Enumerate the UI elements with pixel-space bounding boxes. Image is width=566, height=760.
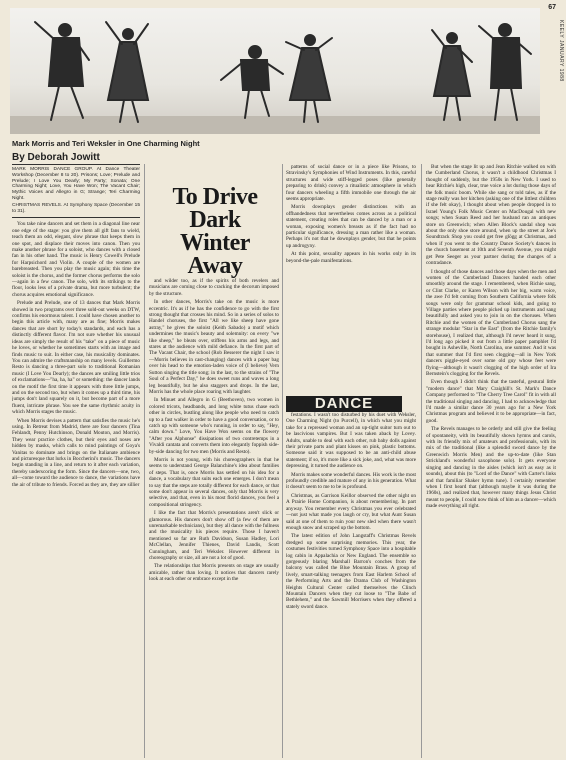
column-divider [282,164,283,758]
dancer-figure [221,46,283,118]
page-side-header: KEELY JANUARY 1988 [558,20,564,82]
article-column-4 [426,164,556,758]
byline: By Deborah Jowitt [12,152,100,163]
section-label: DANCE [286,396,402,412]
paragraph: The relationships that Morris presents on stage are usually amicable, rather than loving. It notices that dancers rarely look at each other or embrace except in the [149,563,279,583]
paragraph: The Revels manages to be orderly and still give the feeling of spontaneity, with its beautifully shown hymns and carols, with its friendly mix of amateurs and professionals, with its mix of the traditional (like a splendid sword dance by the Greenwich Morris Men) and the up-to-date (like Stan Strickland's wonderful saxophone solo). It gets everyone singing and dancing in the aisles (which isn't as easy as it sounds), about this (to "Lord of the Dance" with Carter's links and that familiar Shaker hymn tune). I certainly remember when I first heard that (although maybe it was during the 1960s), and realized that, however many things Jesus Christ meant to people, I could now think of him as a dancer—which made everything all right. [426,426,556,510]
paragraph: patterns of social dance or in a piece like Prisons, to Stravinsky's Symphonies of Wind Instruments. In this, careful structures and wide stiff-legged poses (like generally preparing to drink) convey a ritualistic atmosphere in which four dancers wheeling a fifth immobile one through the air seems appropriate. [286,164,416,203]
paragraph: festations. I wasn't too disturbed by his duet with Weksler, One Charming Night (to Purcell), in which what you might take for a repressed woman and an up-tight suitor turn out to be lascivious vampires. But I was taken aback by Lovey. Adults, unable to deal with each other, rub baby dolls against their private parts and plant kisses on pink, plastic bottoms. Someone said it was supposed to be an anti-child abuse statement; if so, it's more like a sick joke, and, what was more depressing, it turned the audience on. [286,412,416,470]
paragraph: I thought of those dances and those days when the men and women of the Cumberland Dancers handed each other smoothly around the stage. I remembered, when Richie sang, or Clint Clarke, or Karen Wilson with her big, warm voice, the awe I'd felt coming from Southern California where folk songs were only for grammar school kids, and going to Village parties where people picked up instruments and sang beautifully and asked you to join in on the choruses. When Ritchie and the women of the Cumberland Chorus sang the strange modular "Star in the East" (from the Ritchie family's storehouse), I realized that, although I'd never heard it sung, I'd long ago picked it out from a little paper pamphlet I'd bought in Asheville, North Carolina, one summer. And it was that summer that I'd first seen clogging—all in New York dancers piggle-eyed over some old guy whose feet were flying—although it wasn't clogging of the high order of Ira Bernstein's clogging for the Revels. [426,268,556,377]
dancer-figure [432,30,472,120]
paragraph: In other dances, Morris's take on the music is more eccentric. It's as if he has the confidence to go with the first strong thought that crosses his mind. So in a series of solos to Handel choruses, the first "All we like sheep have gone astray," he gives the soloist (Keith Sabado) a motif which undermines the music's beauty and solemnity: on every "we like sheep," he bleats over, stiffens his arms and legs, and stares at the audience with mild defiance. In the first part of The Vacant Chair, the school (Rob Besserer the night I saw it—Morris believes in cast-changing) dances with a paper bag over his head to the emotion-laden voice of (I believe) Vern Sutton singing the title song; in the last, to the strains of "The Soul of a Perfect Day," he does sweet runs and waves a long leg beautifully, but he also staggers and drops. In the last, Morris has the whole place roaring with laughter. [149,299,279,395]
dancer-figure [106,22,148,122]
paragraph: I like the fact that Morris's presentations aren't slick or glamorous. His dancers don't show off (a few of them are unremarkable technicians), but they all dance with the fullness and the musicality his pieces require. Those I haven't mentioned so far are Ruth Davidson, Susan Hadley, Lori McClellan, Jennifer Thienes, David Landis, Scott Cunningham, and Teri Weksler. However different in choreography or size, all are not a lot of good. [149,510,279,562]
headline: To Drive Dark Winter Away [172,184,258,279]
dance-photo [10,8,540,134]
paragraph: But when the stage lit up and Jean Ritchie walked on with the Cumberland Chorus, it wasn't a childhood Christmas I thought of suddenly, but the 1950s in New York. I used to hear Ritchie's high, clear, true voice a lot during those days of the folk music boom. While she sang or told tales, as if the stage really was her kitchen (asking one of the littlest children if she felt okay), I thought about when people dropped in to Israel Young's Folk Music Center on MacDougal with new songs; when Susan Reed and her husband ran an antiques store on Greenwich; when Allen Block's sandal shop was about the only shoe store around, when up the street at Joe's Soundtrack Shop you could get free glögg at Christmas, and when if you went to the Country Dance Society's dances in the church basement at 10th and Seventh Avenue, you might get Pete Seeger as your partner during the changes of a contradance. [426,164,556,267]
event-listing [12,164,140,218]
paragraph: You take nine dancers and set them in a diagonal line near one edge of the stage: you give them all gift fans to wield, teach them an odd, elegant, slow phrase that keeps them in one spot, and displace their moves into canon. Then you make another phrase for a soloist, who dances with a closed fan in his other hand. The music is Henry Cowell's Prelude for Harpsichord and Violin. A couple of the women are barebreasted. Then you play the music again; this time the soloist is the chorus, and the former chorus performs the solo—again in a few canon. The solo, with its strikings to the floor, looks less of a private drama, but more turbulent; the chorus acquires emotional significance. [12,221,140,298]
article-column-2 [149,278,279,758]
paragraph: When Morris devises a pattern that satisfies the music he's using. In Retreat from Madrid, there are four dancers (Tina Fehlandt, Penny Hutchinson, Donald Mouton, and Morris). They wear practice clothes, but their eyes and noses are hidden by masks, which calls to mind paintings of Goya's Vanitas to dominate and brings on the Italianate ambience and picturesque that lurks in Boccherini's music. The dancers begin standing in a line, and return to it after each variation, thereby underscoring the form. Since the dancers—one, two, all—come toward the audience to dance, the variations have the air of tribute to friends. Forced as they are, they are sillier [12,417,140,488]
photo-caption: Mark Morris and Teri Weksler in One Charming Night [12,139,200,148]
dancers-illustration [10,8,540,134]
article-column-3-continued [286,412,416,758]
paragraph: Morris is not young, with his choreographers in that he seems to understand George Balanchine's idea about families of steps. That is, once Morris has settled on his idea for a dance, a vocabulary that suits each one emerges. I don't mean to say that the steps are totally different for each dance, or that some don't appear in several dances, only that Morris is very selective, and that, even in his most florid dances, you feel a compositional stringency. [149,456,279,508]
paragraph: Prelude and Prelude, one of 13 dances that Mark Morris showed in two programs over three sold-out weeks on DTW, confirms his enormous talent. I could have chosen another to begin this article with, many are as fine; Morris makes dances that are short by today's standards, and each has a distinctly different flavor. I'm not sure whether his unusual ideas are simply the result of his "take" on a piece of music he loves, or whether he sometimes starts with an image and finds music to suit. In either case, his musicality dominates. You can admire the craftsmanship on many levels. Guillermo Resto is dancing a three-part solo to traditional Romanian music (I Love You Dearly); the dances are smiling little trios of exclamations—"ha, ha, ha" or something: the dancer lands on the motif the first time it appears with three little jumps, and on the second too, but when it comes up a third time, his jumps don't land squarely on it, but become part of a more fluent, intricate phrase. You see the same rhythmic acuity in which Morris stages the music. [12,300,140,416]
article-column-1 [12,164,140,758]
paragraph: In Minuet and Allegro in G (Beethoven), two women in colored tricots, headbands, and long white tutus chase each other in circles, bustling along like people who need to catch up to a fast walker in order to have a good conversation, or to catch up with someone who's running, in order to say, "Hey, calm down." Love, You Have Won seems on the flowery "After you Alphonse" dissipations of two contretemps in a Vivaldi cantata and converts them into elegantly foppish side-by-side dancing for two men (Morris and Resto). [149,397,279,455]
paragraph: The latest edition of John Langstaff's Christmas Revels dredged up some surprising memories. This year, the costumes festivities turned Symphony Space into a hospitable log cabin in Appalachia or New England. The ensemble so gorgeously blaring Marshall Barron's conches from the balcony was called the Blue Mountain Brass. A group of lively, smart-talking teenagers from East Harlem School of the Performing Arts and the Drama Club of Washington Heights Cultural Center called themselves the Clinch Mountain Dancers when they cut loose to "The Babe of Bethlehem," and the Sawmill Morrisers when they offered a stately sword dance. [286,533,416,610]
dancer-figure [479,24,531,120]
column-divider [421,164,422,758]
listing-entry: CHRISTMAS REVELS. At Symphony Space (December 15 to 31). [12,202,140,214]
dancer-figure [286,35,332,122]
article-column-3 [286,164,416,394]
paragraph: At this point, sexuality appears in his works only in its beyond-the-pale manifestations. [286,251,416,264]
listing-entry: MARK MORRIS DANCE GROUP. At Dance Theater Workshop (December 8 to 20). Prisons; Love; Prelude and Prelude; I Love You Dearly; My Party; Sonata; One Charming Night; Love, You Have Won; The Vacant Chair; Mythic Voices and Allegro in G; Strange; Teri Charming Night. [12,167,140,201]
dancer-figure [35,22,89,120]
paragraph: Even though I didn't think that the tasteful, gestural little "modern dance" that Mary Craighill's St. Mark's Dance Company performed to "The Cherry Tree Carol" fit in with all the traditional singing and dancing, I had to acknowledge that I'd made a similar dance 30 years ago for a New York Christmas program and believed it to be appropriate—in fact, good. [426,379,556,424]
page-number: 67 [548,4,556,11]
paragraph: Morris downplays gender distinctions with an offhandedness that nevertheless comes across as a political statement, creating roles that can be danced by a man or a woman, exposing women's breasts as if the fact had no particular significance, dressing a man rather like a woman. Perhaps it's not that he downplays gender, but that he points up androgyny. [286,204,416,249]
column-divider [144,164,145,758]
paragraph: Morris makes some wonderful dances. His work is the most profoundly credible and mature of any in his generation. What it doesn't seem to me to be is profound. [286,471,416,491]
paragraph: Christmas, as Garrison Keillor observed the other night on A Prairie Home Companion, is about remembering. In part anyway. You remember every Christmas you ever celebrated—not just what made you laugh or cry, but what Aunt Susan said at one of them to ruin your new sled when there wasn't enough snow and scraped up the bottom. [286,492,416,531]
paragraph: and wilder too, as if the spirits of both revelers and musicians are coming close to cracking the decorum imposed by the structure. [149,278,279,297]
